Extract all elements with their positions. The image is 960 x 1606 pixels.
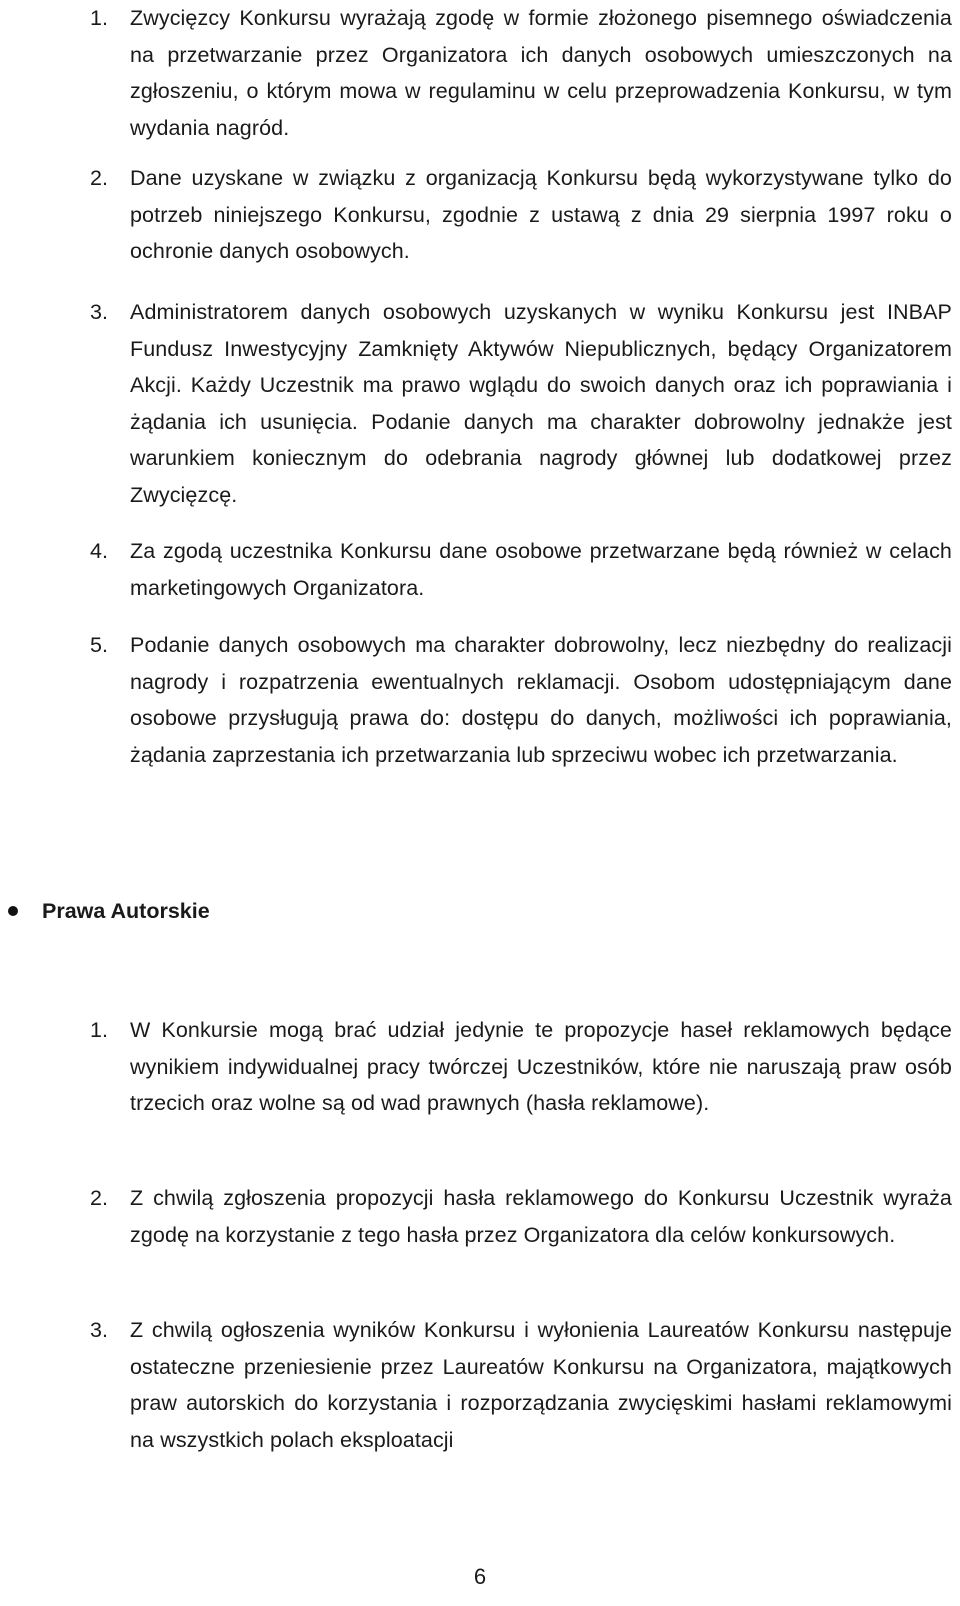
list-item [90,0,952,146]
item-number: 3. [90,300,108,324]
list-item [90,160,952,270]
bullet-icon [8,906,18,916]
list-item [90,294,952,513]
item-number: 4. [90,539,108,563]
item-number: 1. [90,1018,108,1042]
item-text: Administratorem danych osobowych uzyskanych w wyniku Konkursu jest INBAP Fundusz Inwestycyjny Zamknięty Aktywów Niepublicznych, będący Organizatorem Akcji. Każdy Uczestnik ma prawo wglądu do swoich danych oraz ich poprawiania i żądania ich usunięcia. Podanie danych ma charakter dobrowolny jednakże jest warunkiem koniecznym do odebrania nagrody głównej lub dodatkowej przez Zwycięzcę. [130,300,952,507]
list-item [90,533,952,606]
item-number: 3. [90,1318,108,1342]
item-number: 1. [90,6,108,30]
item-text: Zwycięzcy Konkursu wyrażają zgodę w formie złożonego pisemnego oświadczenia na przetwarzanie przez Organizatora ich danych osobowych umieszczonych na zgłoszeniu, o którym mowa w regulaminu w celu przeprowadzenia Konkursu, w tym wydania nagród. [130,6,952,140]
list-item [90,1012,952,1122]
item-text: Podanie danych osobowych ma charakter dobrowolny, lecz niezbędny do realizacji nagrody i rozpatrzenia ewentualnych reklamacji. Osobom udostępniającym dane osobowe przysługują prawa do: dostępu do danych, możliwości ich poprawiania, żądania zaprzestania ich przetwarzania lub sprzeciwu wobec ich przetwarzania. [130,633,952,767]
item-number: 2. [90,166,108,190]
section-heading-row [8,893,210,929]
item-text: W Konkursie mogą brać udział jedynie te propozycje haseł reklamowych będące wynikiem indywidualnej pracy twórczej Uczestników, które nie naruszają praw osób trzecich oraz wolne są od wad prawnych (hasła reklamowe). [130,1018,952,1115]
item-text: Z chwilą zgłoszenia propozycji hasła reklamowego do Konkursu Uczestnik wyraża zgodę na korzystanie z tego hasła przez Organizatora dla celów konkursowych. [130,1186,952,1247]
item-number: 5. [90,633,108,657]
item-text: Za zgodą uczestnika Konkursu dane osobowe przetwarzane będą również w celach marketingowych Organizatora. [130,539,952,600]
page-number: 6 [473,1564,487,1589]
list-item [90,1312,952,1458]
item-text: Z chwilą ogłoszenia wyników Konkursu i wyłonienia Laureatów Konkursu następuje ostateczne przeniesienie przez Laureatów Konkursu na Organizatora, majątkowych praw autorskich do korzystania i rozporządzania zwycięskimi hasłami reklamowymi na wszystkich polach eksploatacji [130,1318,952,1452]
item-text: Dane uzyskane w związku z organizacją Konkursu będą wykorzystywane tylko do potrzeb niniejszego Konkursu, zgodnie z ustawą z dnia 29 sierpnia 1997 roku o ochronie danych osobowych. [130,166,952,263]
item-number: 2. [90,1186,108,1210]
list-item [90,627,952,773]
section-heading: Prawa Autorskie [42,899,210,923]
list-item [90,1180,952,1253]
